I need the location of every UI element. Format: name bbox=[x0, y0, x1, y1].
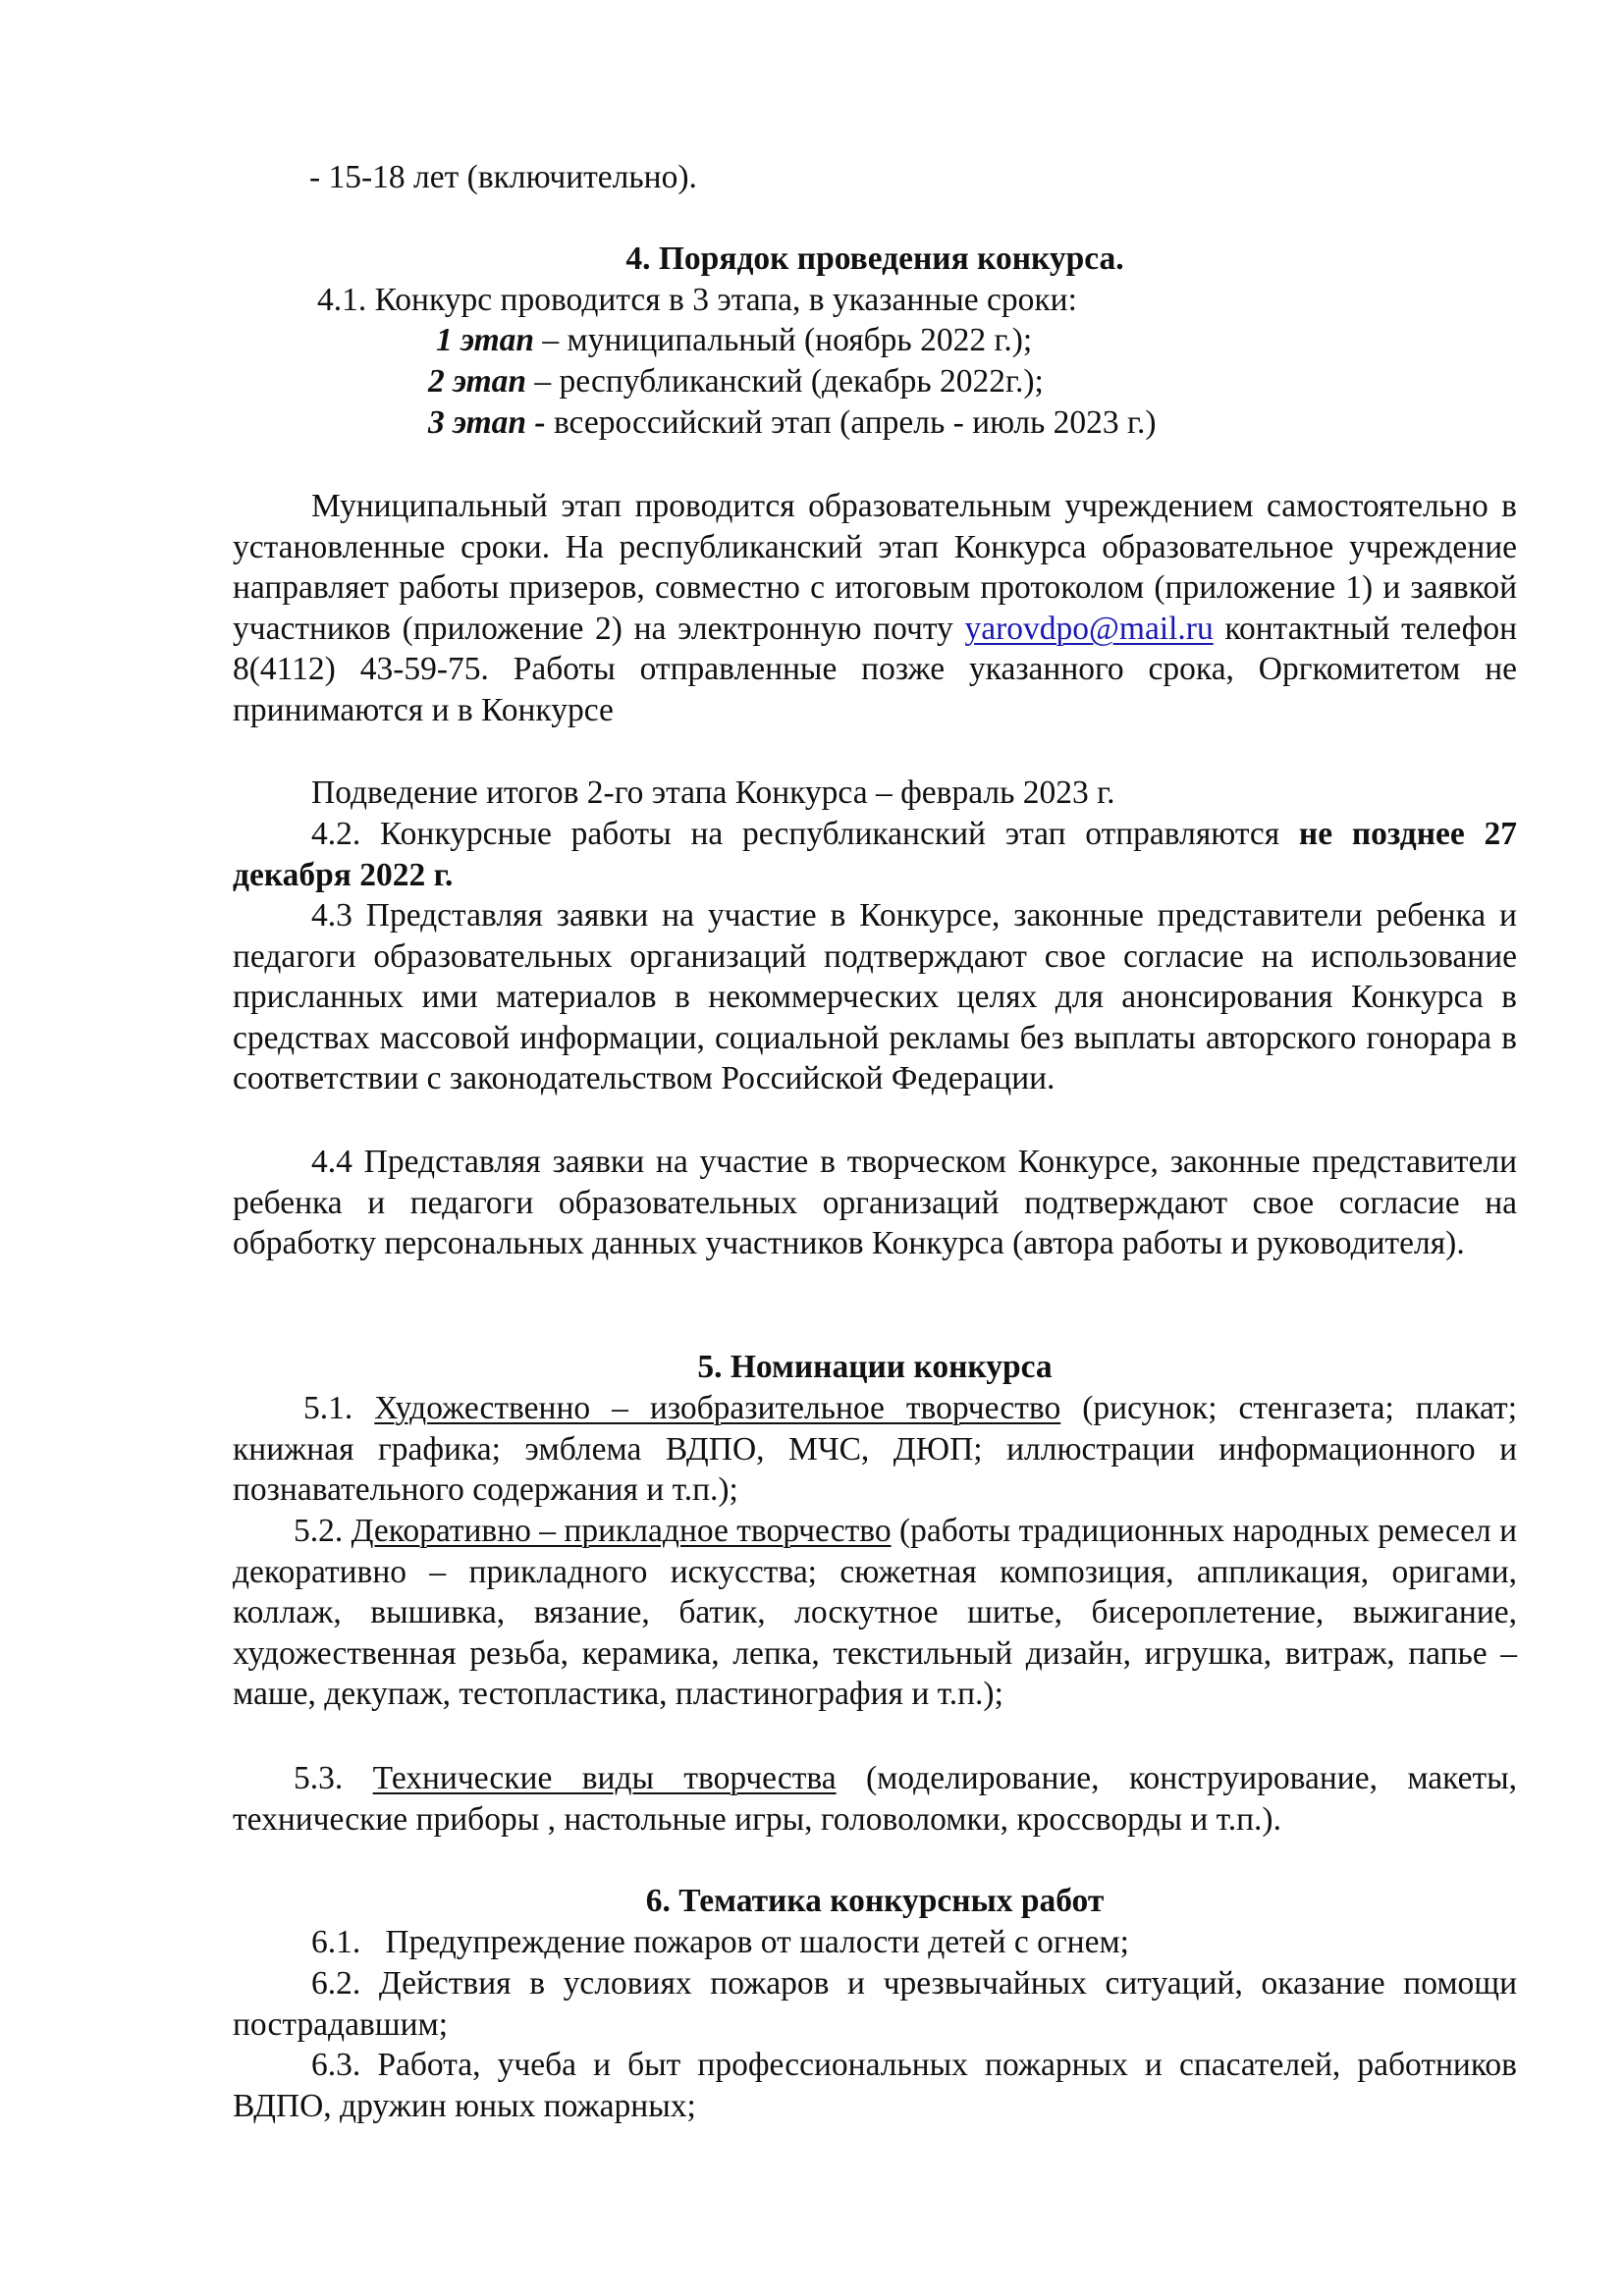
section-6-title: 6. Тематика конкурсных работ bbox=[645, 1883, 1105, 1919]
stage-1-text: – муниципальный (ноябрь 2022 г.); bbox=[534, 322, 1033, 358]
paragraph-4-1: 4.1. Конкурс проводится в 3 этапа, в указанные сроки: bbox=[317, 282, 1077, 318]
paragraph-4-2: 4.2. Конкурсные работы на республиканский этап отправляются не позднее 27 декабря 2022 г. bbox=[233, 816, 1517, 893]
stage-3-text: всероссийский этап (апрель - июль 2023 г.) bbox=[545, 404, 1157, 441]
stage-1-label: 1 этап bbox=[436, 322, 535, 358]
paragraph-4-3: 4.3 Представляя заявки на участие в Конкурсе, законные представители ребенка и педагоги образовательных организаций подтверждают свое согласие на использование присланных ими материалов в некоммерческих целях для анонсирования Конкурса в средствах массовой информации, социальной рекламы без выплаты авторского гонорара в соответствии с законодательством Российской Федерации. bbox=[233, 897, 1517, 1096]
age-range-line: - 15-18 лет (включительно). bbox=[309, 159, 697, 195]
stage-2-line bbox=[233, 361, 1517, 402]
stage-3-label: 3 этап - bbox=[428, 404, 546, 441]
stage-3-line bbox=[233, 402, 1517, 444]
section-4-title: 4. Порядок проведения конкурса. bbox=[625, 240, 1124, 277]
nomination-5-1: 5.1. Художественно – изобразительное творчество (рисунок; стенгазета; плакат; книжная графика; эмблема ВДПО, МЧС, ДЮП; иллюстрации информационного и познавательного содержания и т.п.); bbox=[233, 1390, 1518, 1508]
nomination-5-3-title: Технические виды творчества bbox=[372, 1760, 837, 1796]
nomination-5-1-title: Художественно – изобразительное творчество bbox=[374, 1390, 1061, 1426]
paragraph-4-4: 4.4 Представляя заявки на участие в творческом Конкурсе, законные представители ребенка и педагоги образовательных организаций подтверждают свое согласие на обработку персональных данных участников Конкурса (автора работы и руководителя). bbox=[233, 1144, 1517, 1261]
topic-6-2: 6.2. Действия в условиях пожаров и чрезвычайных ситуаций, оказание помощи пострадавшим; bbox=[233, 1965, 1517, 2043]
deadline-text: не позднее 27 декабря 2022 г. bbox=[233, 816, 1517, 893]
stage-1-line bbox=[233, 320, 1517, 361]
nomination-5-2: 5.2. Декоративно – прикладное творчество (работы традиционных народных ремесел и декоративно – прикладного искусства; сюжетная композиция, аппликация, оригами, коллаж, вышивка, вязание, батик, лоскутное шитье, бисероплетение, выжигание, художественная резьба, керамика, лепка, текстильный дизайн, игрушка, витраж, папье – маше, декупаж, тестопластика, пластинография и т.п.); bbox=[233, 1513, 1518, 1712]
paragraph-summary: Подведение итогов 2-го этапа Конкурса – февраль 2023 г. bbox=[311, 774, 1115, 811]
topic-6-1: 6.1. Предупреждение пожаров от шалости детей с огнем; bbox=[311, 1924, 1129, 1960]
stage-2-label: 2 этап bbox=[428, 363, 527, 400]
stage-2-text: – республиканский (декабрь 2022г.); bbox=[526, 363, 1044, 400]
nomination-5-2-title: Декоративно – прикладное творчество bbox=[351, 1513, 892, 1549]
email-link[interactable]: yarovdpo@mail.ru bbox=[964, 610, 1214, 647]
section-5-title: 5. Номинации конкурса bbox=[697, 1349, 1053, 1385]
nomination-5-3: 5.3. Технические виды творчества (моделирование, конструирование, макеты, технические приборы , настольные игры, головоломки, кроссворды и т.п.). bbox=[233, 1760, 1517, 1838]
topic-6-3: 6.3. Работа, учеба и быт профессиональных пожарных и спасателей, работников ВДПО, дружин юных пожарных; bbox=[233, 2047, 1517, 2124]
paragraph-municipal: Муниципальный этап проводится образовательным учреждением самостоятельно в установленные сроки. На республиканский этап Конкурса образовательное учреждение направляет работы призеров, совместно с итоговым протоколом (приложение 1) и заявкой участников (приложение 2) на электронную почту yarovdpo@mail.ru контактный телефон 8(4112) 43-59-75. Работы отправленные позже указанного срока, Оргкомитетом не принимаются и в Конкурсе bbox=[233, 488, 1518, 728]
